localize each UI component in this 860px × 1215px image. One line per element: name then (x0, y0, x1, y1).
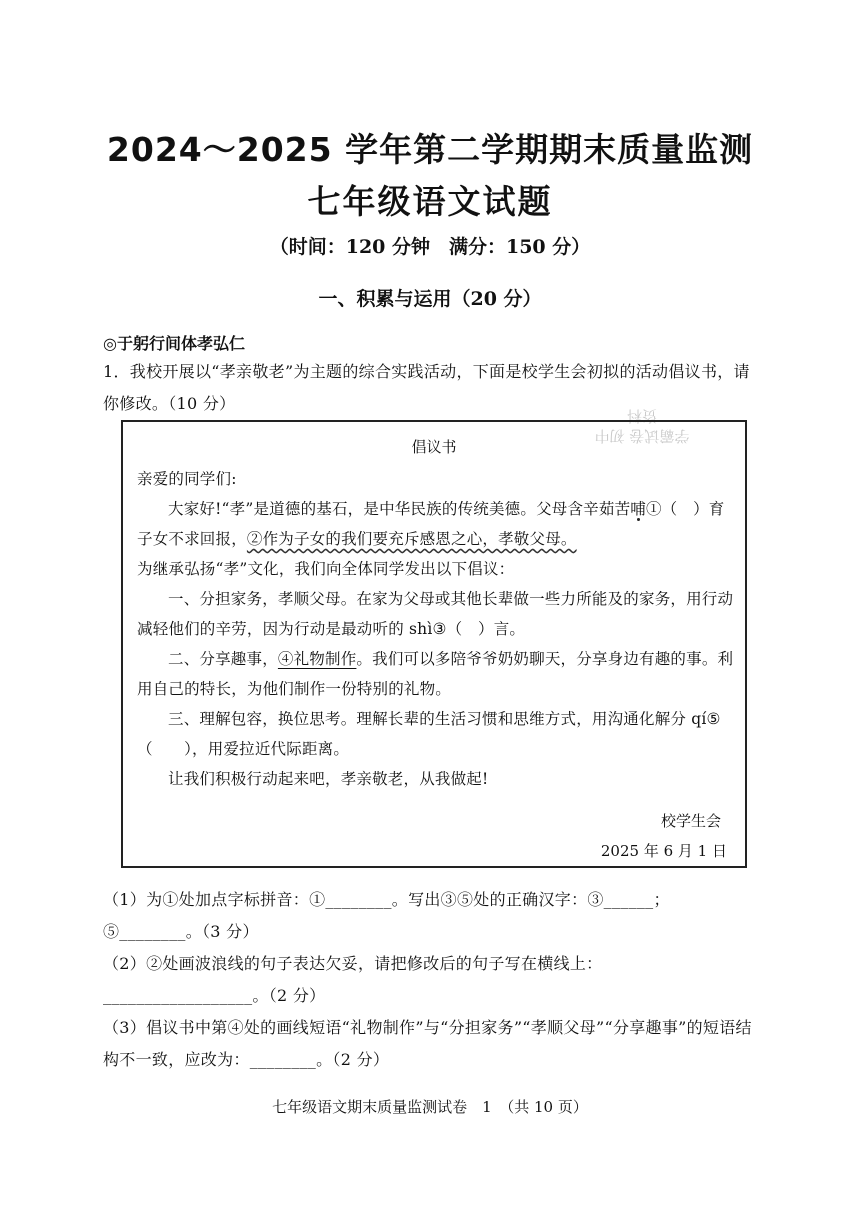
exam-title-line1: 2024～2025 学年第二学期期末质量监测 (106, 130, 754, 169)
sub-question-2: （2）②处画波浪线的句子表达欠妥，请把修改后的句子写在横线上：__________________。（2 分） (103, 954, 603, 1005)
exam-time-score: （时间：120 分钟 满分：150 分） (269, 236, 591, 258)
underlined-phrase: ④礼物制作 (277, 650, 357, 668)
proposal-paragraph-5: 让我们积极行动起来吧，孝亲敬老，从我做起! (168, 770, 489, 788)
proposal-paragraph-1-cont: 为继承弘扬“孝”文化，我们向全体同学发出以下倡议： (137, 560, 515, 578)
p1-text-a: 大家好!“孝”是道德的基石，是中华民族的传统美德。父母含辛茹苦 (168, 500, 631, 518)
proposal-title: 倡议书 (411, 438, 457, 456)
p1-text-b: ①（ ）育子女不求回报， (137, 500, 725, 548)
topic-heading: ◎于躬行间体孝弘仁 (103, 334, 245, 353)
sub-question-1: （1）为①处加点字标拼音：①________。写出③⑤处的正确汉字：③______；⑤________。（3 分） (103, 890, 670, 941)
proposal-box (121, 420, 747, 868)
section-title: 一、积累与运用（20 分） (318, 288, 542, 310)
proposal-paragraph-2: 一、分担家务，孝顺父母。在家为父母或其他长辈做一些力所能及的家务，用行动减轻他们的辛劳，因为行动是最动听的 shì③（ ）言。 (137, 590, 734, 638)
proposal-date: 2025 年 6 月 1 日 (600, 842, 727, 860)
wavy-underlined-sentence: ②作为子女的我们要充斥感恩之心，孝敬父母。 (246, 530, 577, 548)
proposal-signature: 校学生会 (660, 812, 721, 830)
proposal-greeting: 亲爱的同学们: (137, 470, 237, 488)
proposal-paragraph-1 (137, 494, 735, 554)
exam-title-line2: 七年级语文试题 (307, 182, 553, 221)
question-1-text: 1．我校开展以“孝亲敬老”为主题的综合实践活动，下面是校学生会初拟的活动倡议书，请你修改。（10 分） (103, 362, 750, 413)
dotted-char: 哺 (630, 500, 646, 518)
sub-question-3: （3）倡议书中第④处的画线短语“礼物制作”与“分担家务”“孝顺父母”“分享趣事”的短语结构不一致，应改为：________。（2 分） (103, 1018, 752, 1069)
page-footer: 七年级语文期末质量监测试卷 1 （共 10 页） (272, 1098, 588, 1116)
p3-text-b: 。我们可以多陪爷爷奶奶聊天，分享身边有趣的事。利用自己的特长，为他们制作一份特别的礼物。 (137, 650, 734, 698)
p3-text-a: 二、分享趣事， (168, 650, 278, 668)
proposal-paragraph-4: 三、理解包容，换位思考。理解长辈的生活习惯和思维方式，用沟通化解分 qí⑤（ ），用爱拉近代际距离。 (137, 710, 721, 758)
watermark-stamp: 学霸试卷 初中资料 (594, 407, 690, 445)
proposal-paragraph-3 (137, 644, 735, 704)
proposal-body (137, 464, 735, 794)
